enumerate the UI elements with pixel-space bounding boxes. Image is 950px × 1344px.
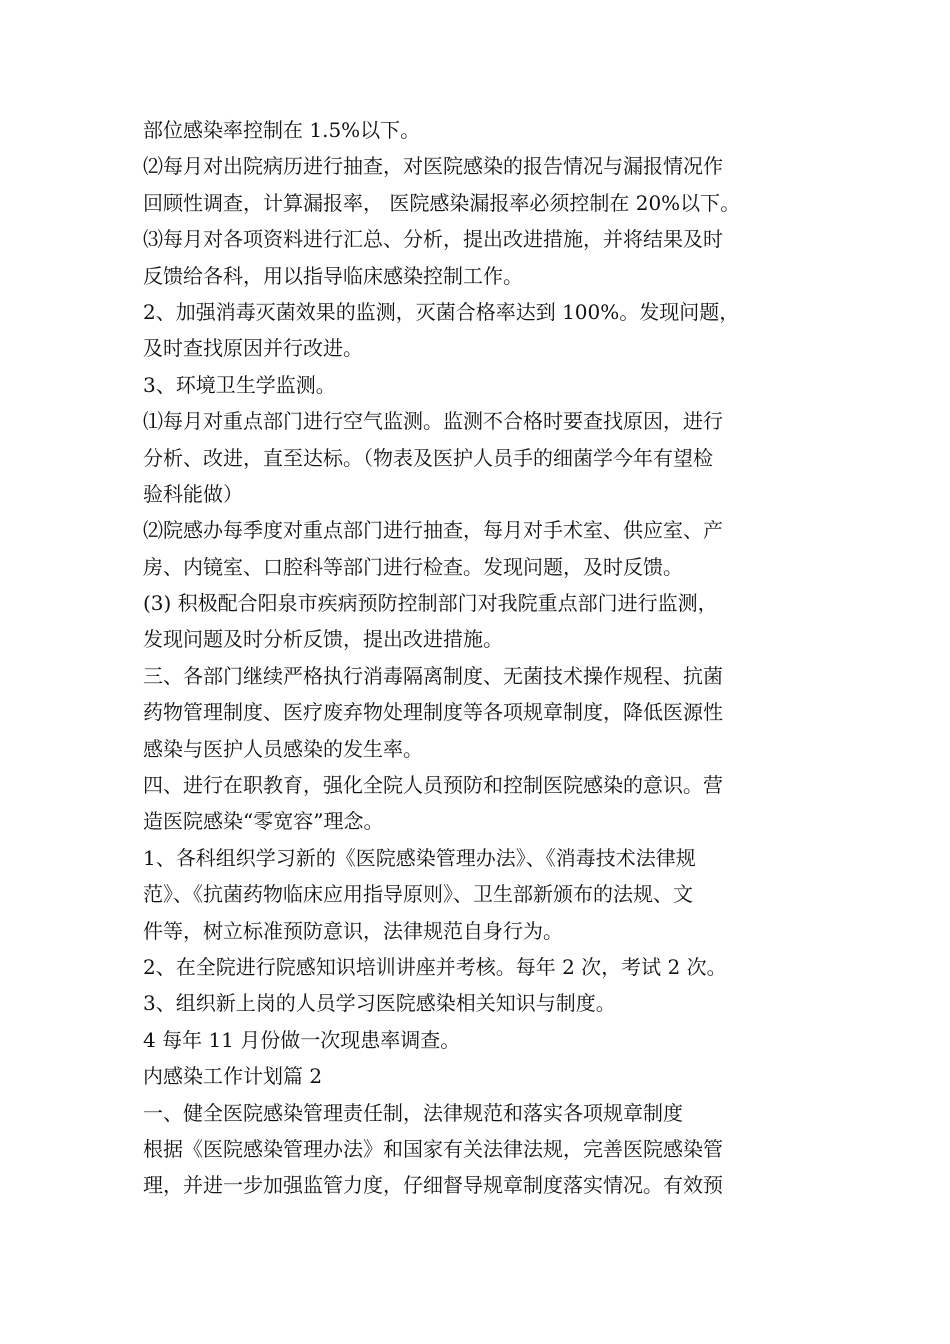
text-line: 四、进行在职教育，强化全院人员预防和控制医院感染的意识。营: [143, 773, 723, 798]
text-line: 范》、《抗菌药物临床应用指导原则》、卫生部新颁布的法规、文: [143, 882, 693, 907]
text-line: 3、组织新上岗的人员学习医院感染相关知识与制度。: [143, 991, 616, 1016]
text-line: 分析、改进，直至达标。（物表及医护人员手的细菌学今年有望检: [143, 445, 713, 470]
text-line: ⑵每月对出院病历进行抽查，对医院感染的报告情况与漏报情况作: [143, 154, 723, 179]
text-line: 反馈给各科，用以指导临床感染控制工作。: [143, 263, 523, 288]
text-line: 感染与医护人员感染的发生率。: [143, 736, 423, 761]
text-line: 验科能做）: [143, 481, 243, 506]
text-line: 4 每年 11 月份做一次现患率调查。: [143, 1027, 461, 1052]
text-line: 2、加强消毒灭菌效果的监测，灭菌合格率达到 100%。发现问题，: [143, 299, 740, 324]
text-line: ⑴每月对重点部门进行空气监测。监测不合格时要查找原因，进行: [143, 409, 723, 434]
text-line: 三、各部门继续严格执行消毒隔离制度、无菌技术操作规程、抗菌: [143, 663, 723, 688]
section-heading: 3、环境卫生学监测。: [143, 372, 336, 397]
text-line: 1、各科组织学习新的《医院感染管理办法》、《消毒技术法律规: [143, 845, 696, 870]
text-line: ⑵院感办每季度对重点部门进行抽查，每月对手术室、供应室、产: [143, 518, 723, 543]
text-line: 根据《医院感染管理办法》和国家有关法律法规，完善医院感染管: [143, 1136, 723, 1161]
text-line: 造医院感染“零宽容”理念。: [143, 809, 384, 834]
text-line: 发现问题及时分析反馈，提出改进措施。: [143, 627, 503, 652]
text-line: 回顾性调查，计算漏报率， 医院感染漏报率必须控制在 20%以下。: [143, 190, 741, 215]
text-line: 部位感染率控制在 1.5%以下。: [143, 118, 421, 142]
text-line: 件等，树立标准预防意识，法律规范自身行为。: [143, 918, 563, 943]
text-line: 药物管理制度、医疗废弃物处理制度等各项规章制度，降低医源性: [143, 700, 723, 725]
text-line: (3) 积极配合阳泉市疾病预防控制部门对我院重点部门进行监测，: [143, 591, 718, 616]
section-title: 内感染工作计划篇 2: [143, 1064, 323, 1089]
text-line: 理，并进一步加强监管力度，仔细督导规章制度落实情况。有效预: [143, 1173, 723, 1198]
text-line: 2、在全院进行院感知识培训讲座并考核。每年 2 次，考试 2 次。: [143, 954, 727, 979]
section-heading: 一、健全医院感染管理责任制，法律规范和落实各项规章制度: [143, 1100, 683, 1125]
document-body: [143, 112, 813, 1204]
text-line: ⑶每月对各项资料进行汇总、分析，提出改进措施，并将结果及时: [143, 227, 723, 252]
text-line: 房、内镜室、口腔科等部门进行检查。发现问题，及时反馈。: [143, 554, 683, 579]
text-line: 及时查找原因并行改进。: [143, 336, 363, 361]
